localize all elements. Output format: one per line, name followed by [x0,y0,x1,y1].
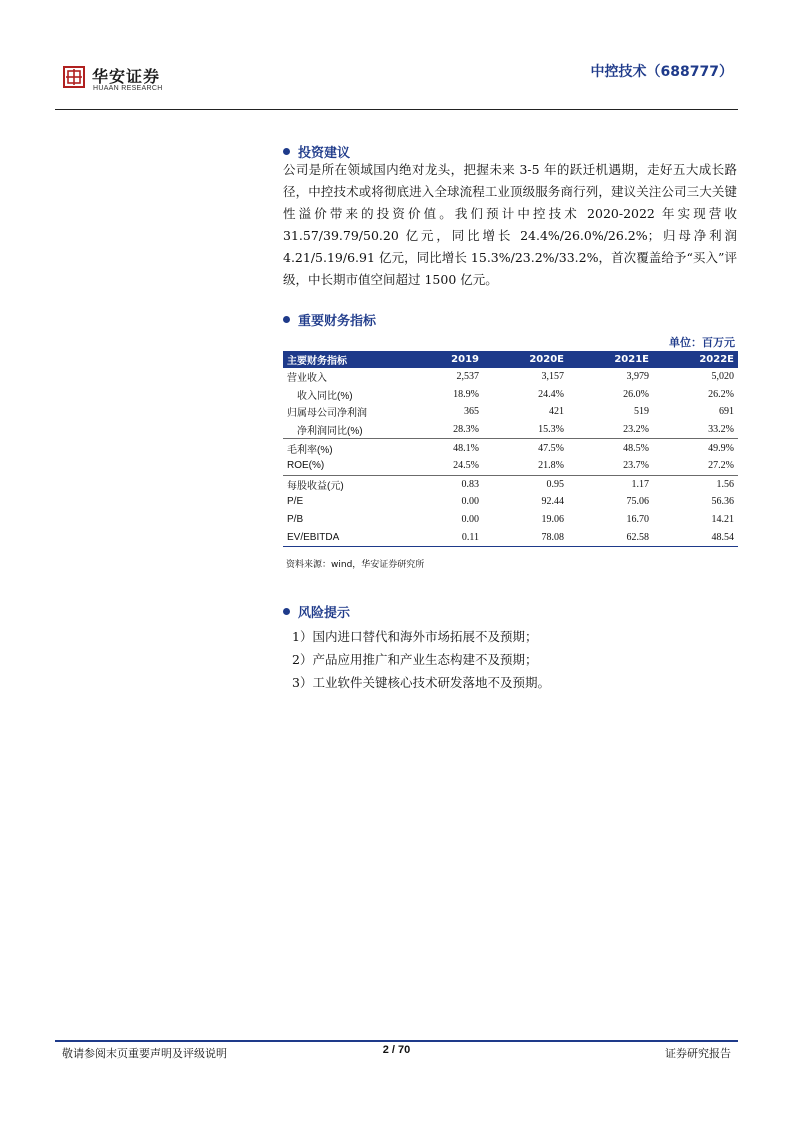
table-row [283,421,738,439]
table-cell: 92.44 [541,496,564,508]
table-cell: 3,157 [541,371,564,383]
table-row [283,368,738,386]
table-row [283,475,738,493]
table-cell: 365 [464,406,479,418]
table-cell: 519 [634,406,649,418]
row-label: EV/EBITDA [283,528,398,546]
row-label: 每股收益(元) [283,475,398,493]
table-cell: 24.5% [453,460,479,472]
logo-seal-icon [63,66,85,88]
risk-item: 1）国内进口替代和海外市场拓展不及预期； [292,629,538,644]
table-cell: 15.3% [538,424,564,436]
column-header: 2019 [398,351,483,368]
table-cell: 78.08 [483,528,568,546]
financials-heading: 重要财务指标 [283,310,376,329]
table-cell: 21.8% [538,460,564,472]
table-cell: 23.7% [623,460,649,472]
table-cell: 23.2% [623,424,649,436]
row-label: 收入同比(%) [297,390,353,402]
table-row [283,403,738,421]
table-cell: 0.83 [398,475,483,493]
column-header: 主要财务指标 [283,351,398,368]
column-header: 2021E [568,351,653,368]
table-cell: 0.00 [461,496,479,508]
table-cell: 27.2% [708,460,734,472]
page-number: 2 / 70 [382,1044,411,1056]
logo-text-en: HUAAN RESEARCH [93,85,163,92]
table-cell: 0.00 [461,514,479,526]
row-label: P/E [287,496,304,508]
table-cell: 48.54 [653,528,738,546]
row-label: P/B [287,514,304,526]
table-row [283,439,738,457]
table-cell: 48.1% [398,439,483,457]
row-label: ROE(%) [287,460,325,472]
table-row [283,528,738,546]
table-cell: 2,537 [456,371,479,383]
table-row [283,457,738,475]
table-cell: 47.5% [483,439,568,457]
table-cell: 75.06 [626,496,649,508]
table-cell: 26.0% [623,388,649,400]
table-cell: 421 [549,406,564,418]
table-cell: 14.21 [711,514,734,526]
row-label: 净利润同比(%) [297,426,363,438]
table-cell: 49.9% [653,439,738,457]
source-note: 资料来源：wind，华安证券研究所 [286,560,425,570]
row-label: 营业收入 [287,373,327,385]
bullet-icon [283,316,290,323]
table-cell: 1.17 [568,475,653,493]
header-divider [55,109,738,110]
table-cell: 3,979 [626,371,649,383]
unit-label: 单位：百万元 [669,336,735,349]
table-header-row [283,351,738,368]
footer-disclaimer: 敬请参阅末页重要声明及评级说明 [62,1047,227,1060]
table-cell: 16.70 [626,514,649,526]
risk-item: 2）产品应用推广和产业生态构建不及预期； [292,652,538,667]
table-row [283,511,738,529]
footer-report-type: 证券研究报告 [665,1047,731,1060]
table-cell: 28.3% [453,424,479,436]
table-cell: 1.56 [653,475,738,493]
column-header: 2020E [483,351,568,368]
investment-paragraph: 公司是所在领域国内绝对龙头，把握未来 3-5 年的跃迁机遇期，走好五大成长路径，中控技术或将彻底进入全球流程工业顶级服务商行列，建议关注公司三大关键性溢价带来的投资价值。我们预计中控技术 2020-2022 年实现营收 31.57/39.79/50.20 亿元，同比增长 24.4%/26.0%/26.2%；归母净利润 4.21/5.19/6.91 亿元，同比增长 15.3%/23.2%/33.2%，首次覆盖给予“买入”评级，中长期市值空间超过 1500 亿元。 [283,162,737,287]
row-label: 归属母公司净利润 [287,408,367,420]
table-cell: 5,020 [711,371,734,383]
table-cell: 0.11 [398,528,483,546]
logo-text-cn: 华安证券 [92,67,161,86]
table-cell: 0.95 [483,475,568,493]
row-label: 毛利率(%) [283,439,398,457]
bullet-icon [283,608,290,615]
footer-divider [55,1040,738,1042]
table-cell: 62.58 [568,528,653,546]
table-cell: 26.2% [708,388,734,400]
table-cell: 691 [719,406,734,418]
risk-item: 3）工业软件关键核心技术研发落地不及预期。 [292,675,550,690]
table-row [283,493,738,511]
table-cell: 56.36 [711,496,734,508]
report-title: 中控技术（688777） [590,64,733,80]
table-cell: 48.5% [568,439,653,457]
investment-heading: 投资建议 [283,142,350,161]
table-cell: 33.2% [708,424,734,436]
table-cell: 19.06 [541,514,564,526]
financial-table [283,351,738,547]
table-cell: 18.9% [453,388,479,400]
column-header: 2022E [653,351,738,368]
table-row [283,386,738,404]
table-cell: 24.4% [538,388,564,400]
bullet-icon [283,148,290,155]
risk-heading: 风险提示 [283,602,350,621]
